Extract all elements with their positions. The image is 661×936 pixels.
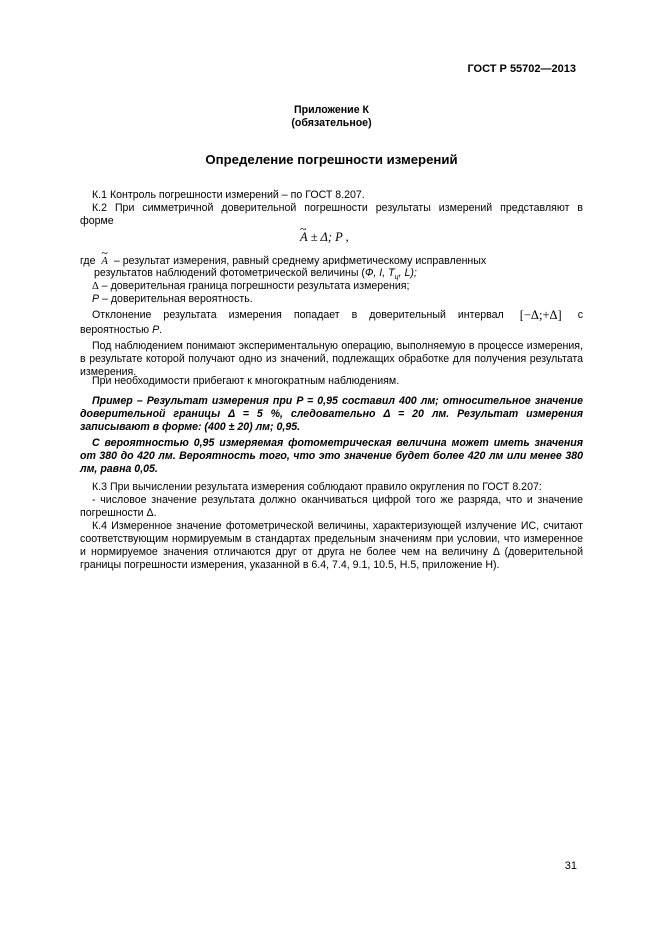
deviation-line2 [80,324,583,337]
formula [300,231,349,244]
definition-delta [80,280,583,293]
clause-k4: К.4 Измеренное значение фотометрической величины, характеризующей излучение ИС, считают соответствующим нормируемым в стандартах предельным значениям при условии, что измеренное и нормируемое значения отличаются друг от друга не более чем на величину Δ (доверительной границы погрешности измерения, указанной в 6.4, 7.4, 9.1, 10.5, Н.5, приложение Н). [80,520,583,571]
deviation-line1 [80,309,583,322]
annex-title: Приложение К [294,104,369,116]
clause-k3-line2: - числовое значение результата должно оканчиваться цифрой того же разряда, что и значение погрешности Δ. [80,494,583,519]
clause-k3-line1: К.3 При вычислении результата измерения соблюдают правило округления по ГОСТ 8.207: [92,481,542,493]
definition-a-symbol: ~ A [101,255,107,268]
observation-text: Под наблюдением понимают экспериментальную операцию, выполняемую в процессе измерения, в результате которой получают одно из значений, подлежащих обработке для получения результата измерения. [80,340,583,378]
deviation-p-symbol: P [152,324,160,336]
example-paragraph-2: С вероятностью 0,95 измеряемая фотометрическая величина может иметь значения от 380 до 420 лм. Вероятность того, что это значение будет более 420 лм или менее 380 лм, равна 0,05. [80,437,583,475]
definition-p-symbol: P [92,293,100,305]
clause-k2-line1: К.2 При симметричной доверительной погрешности результаты измерений представляют в [92,202,583,214]
definition-p [80,293,583,306]
definition-a-vars: Ф, I, T [364,267,395,279]
page-number: 31 [564,860,577,872]
formula-symbol-a: ~ A [300,231,308,244]
definition-a-vars-end: , L); [398,267,417,279]
annex-subtitle: (обязательное) [291,117,372,129]
where-word: где [80,255,96,267]
deviation-text: Отклонение результата измерения попадает в доверительный интервал [92,309,504,321]
interval: [−Δ;+Δ] [519,308,562,322]
document-code: ГОСТ Р 55702—2013 [467,63,576,75]
clause-k1: К.1 Контроль погрешности измерений – по ГОСТ 8.207. [92,189,365,201]
deviation-end: с [577,309,583,321]
example-paragraph [80,395,583,434]
definition-a-sub: ц [394,274,399,282]
definition-p-text: – доверительная вероятность. [102,293,253,305]
multiple-observations: При необходимости прибегают к многократным наблюдениям. [92,375,400,387]
formula-rest: ± Δ; P , [307,230,349,244]
definition-delta-symbol: Δ [92,281,99,292]
definition-a-text2: результатов наблюдений фотометрической величины ( [94,267,365,279]
example-text: – Результат измерения при P = 0,95 составил 400 лм; относительное значение доверительной границы Δ = 5 %, следовательно Δ = 20 лм. Результат измерения записывают в форме: (400 ± 20) лм; 0,95. [80,395,583,433]
deviation-line2-text: вероятностью [80,324,150,336]
definition-a-text: – результат измерения, равный среднему арифметическому исправленных [113,255,487,267]
clause-k2-line2: форме [80,215,114,227]
definition-delta-text: – доверительная граница погрешности результата измерения; [101,280,410,292]
example-label: Пример [92,395,133,407]
section-heading: Определение погрешности измерений [205,152,458,167]
deviation-line2-end: . [159,324,163,336]
